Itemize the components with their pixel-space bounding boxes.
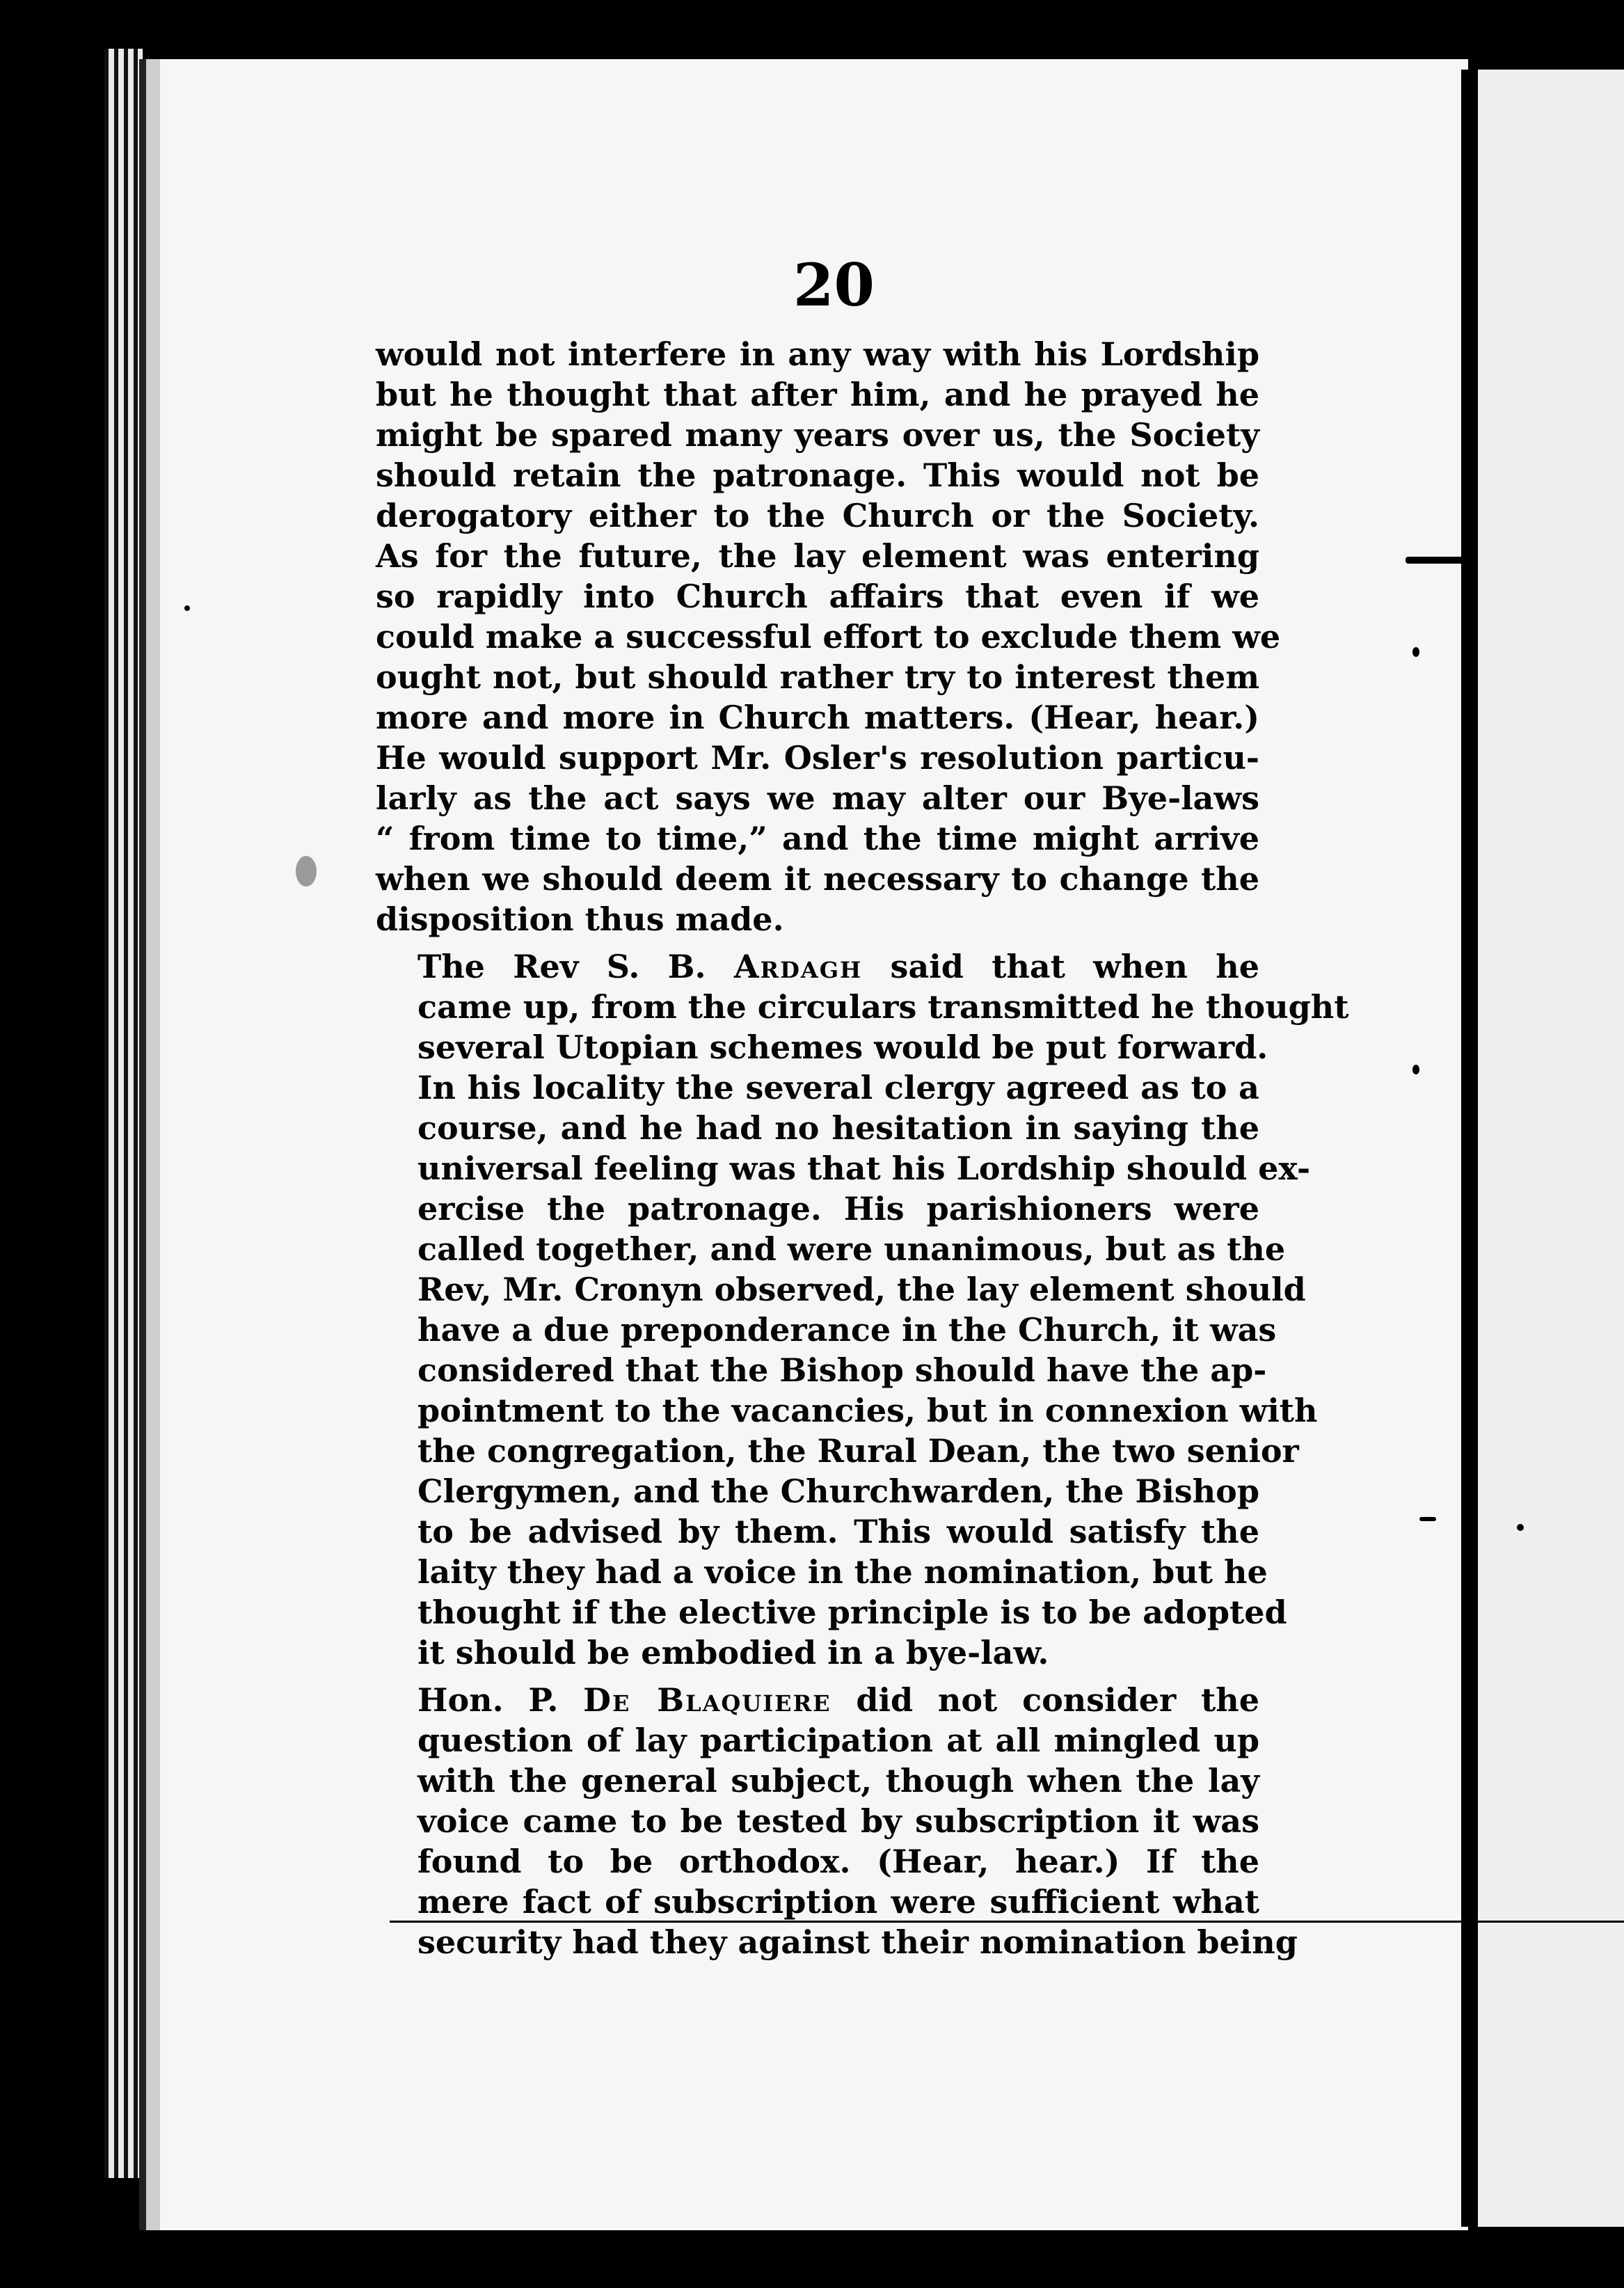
page-number: 20 xyxy=(793,251,875,319)
text-line: Rev, Mr. Cronyn observed, the lay element should xyxy=(417,1271,1306,1308)
text-line: course, and he had no hesitation in saying the xyxy=(417,1109,1259,1147)
text-line: He would support Mr. Osler's resolution particu- xyxy=(376,739,1259,777)
ink-dot xyxy=(184,605,190,611)
text-line: ought not, but should rather try to interest them xyxy=(376,658,1259,696)
scan-artifact-line xyxy=(390,1921,1624,1923)
ink-dot xyxy=(1412,1065,1419,1074)
text-line: As for the future, the lay element was entering xyxy=(376,537,1259,575)
text-line: Clergymen, and the Churchwarden, the Bishop xyxy=(417,1472,1259,1510)
text-line: it should be embodied in a bye-law. xyxy=(417,1634,1049,1671)
text-line: disposition thus made. xyxy=(376,900,784,938)
text-line: might be spared many years over us, the Society xyxy=(376,416,1259,454)
text-line: when we should deem it necessary to change the xyxy=(376,860,1259,898)
speaker-name: De Blaquiere xyxy=(583,1681,831,1719)
speaker-name: Ardagh xyxy=(733,948,863,985)
text-line: security had they against their nomination being xyxy=(417,1923,1298,1961)
text-line: voice came to be tested by subscription it was xyxy=(417,1802,1259,1840)
text-line: with the general subject, though when the lay xyxy=(417,1762,1259,1800)
body-text xyxy=(376,334,1349,1969)
text-line: universal feeling was that his Lordship should ex- xyxy=(417,1150,1311,1187)
text-line: more and more in Church matters. (Hear, hear.) xyxy=(376,699,1259,736)
text-line: could make a successful effort to exclude them we xyxy=(376,618,1281,656)
facing-page-edge xyxy=(1461,70,1624,2227)
text-line: pointment to the vacancies, but in connexion with xyxy=(417,1392,1318,1429)
first-line-text: did not consider the xyxy=(831,1681,1259,1719)
text-line: “ from time to time,” and the time might arrive xyxy=(376,820,1259,857)
paragraph-3-first-line xyxy=(376,1680,1259,1720)
paragraph-1 xyxy=(376,334,1281,939)
text-line: to be advised by them. This would satisfy the xyxy=(417,1513,1259,1550)
text-line: several Utopian schemes would be put forward. xyxy=(417,1028,1268,1066)
speaker-title: Hon. P. xyxy=(417,1681,584,1719)
text-line: larly as the act says we may alter our Bye-laws xyxy=(376,779,1259,817)
speaker-title: The Rev S. B. xyxy=(417,948,734,985)
text-line: but he thought that after him, and he prayed he xyxy=(376,376,1259,413)
text-line: In his locality the several clergy agreed as to a xyxy=(417,1069,1259,1106)
text-line: would not interfere in any way with his Lordship xyxy=(376,335,1259,373)
first-line-text: said that when he xyxy=(862,948,1259,985)
text-line: ercise the patronage. His parishioners were xyxy=(417,1190,1259,1228)
ink-dot xyxy=(1517,1524,1524,1531)
text-line: thought if the elective principle is to be adopted xyxy=(417,1594,1287,1631)
text-line: called together, and were unanimous, but as the xyxy=(417,1230,1286,1268)
text-line: should retain the patronage. This would not be xyxy=(376,456,1259,494)
ink-dot xyxy=(1412,647,1419,657)
book-page-edges xyxy=(104,49,143,2178)
ink-dash xyxy=(1419,1517,1436,1521)
text-line: so rapidly into Church affairs that even if we xyxy=(376,578,1259,615)
text-line: question of lay participation at all mingled up xyxy=(417,1722,1259,1759)
text-line: the congregation, the Rural Dean, the two senior xyxy=(417,1432,1299,1470)
paper-blemish xyxy=(296,856,317,887)
text-line: have a due preponderance in the Church, it was xyxy=(417,1311,1277,1349)
text-line: laity they had a voice in the nomination, but he xyxy=(417,1553,1268,1591)
text-line: considered that the Bishop should have the ap- xyxy=(417,1351,1267,1389)
ink-smudge xyxy=(1406,557,1468,564)
paragraph-2-first-line xyxy=(376,946,1259,987)
paragraph-2 xyxy=(376,946,1349,1673)
text-line: derogatory either to the Church or the Society. xyxy=(376,497,1259,534)
text-line: came up, from the circulars transmitted he thought xyxy=(417,988,1349,1026)
text-line: mere fact of subscription were sufficient what xyxy=(417,1883,1259,1921)
text-line: found to be orthodox. (Hear, hear.) If the xyxy=(417,1843,1259,1880)
